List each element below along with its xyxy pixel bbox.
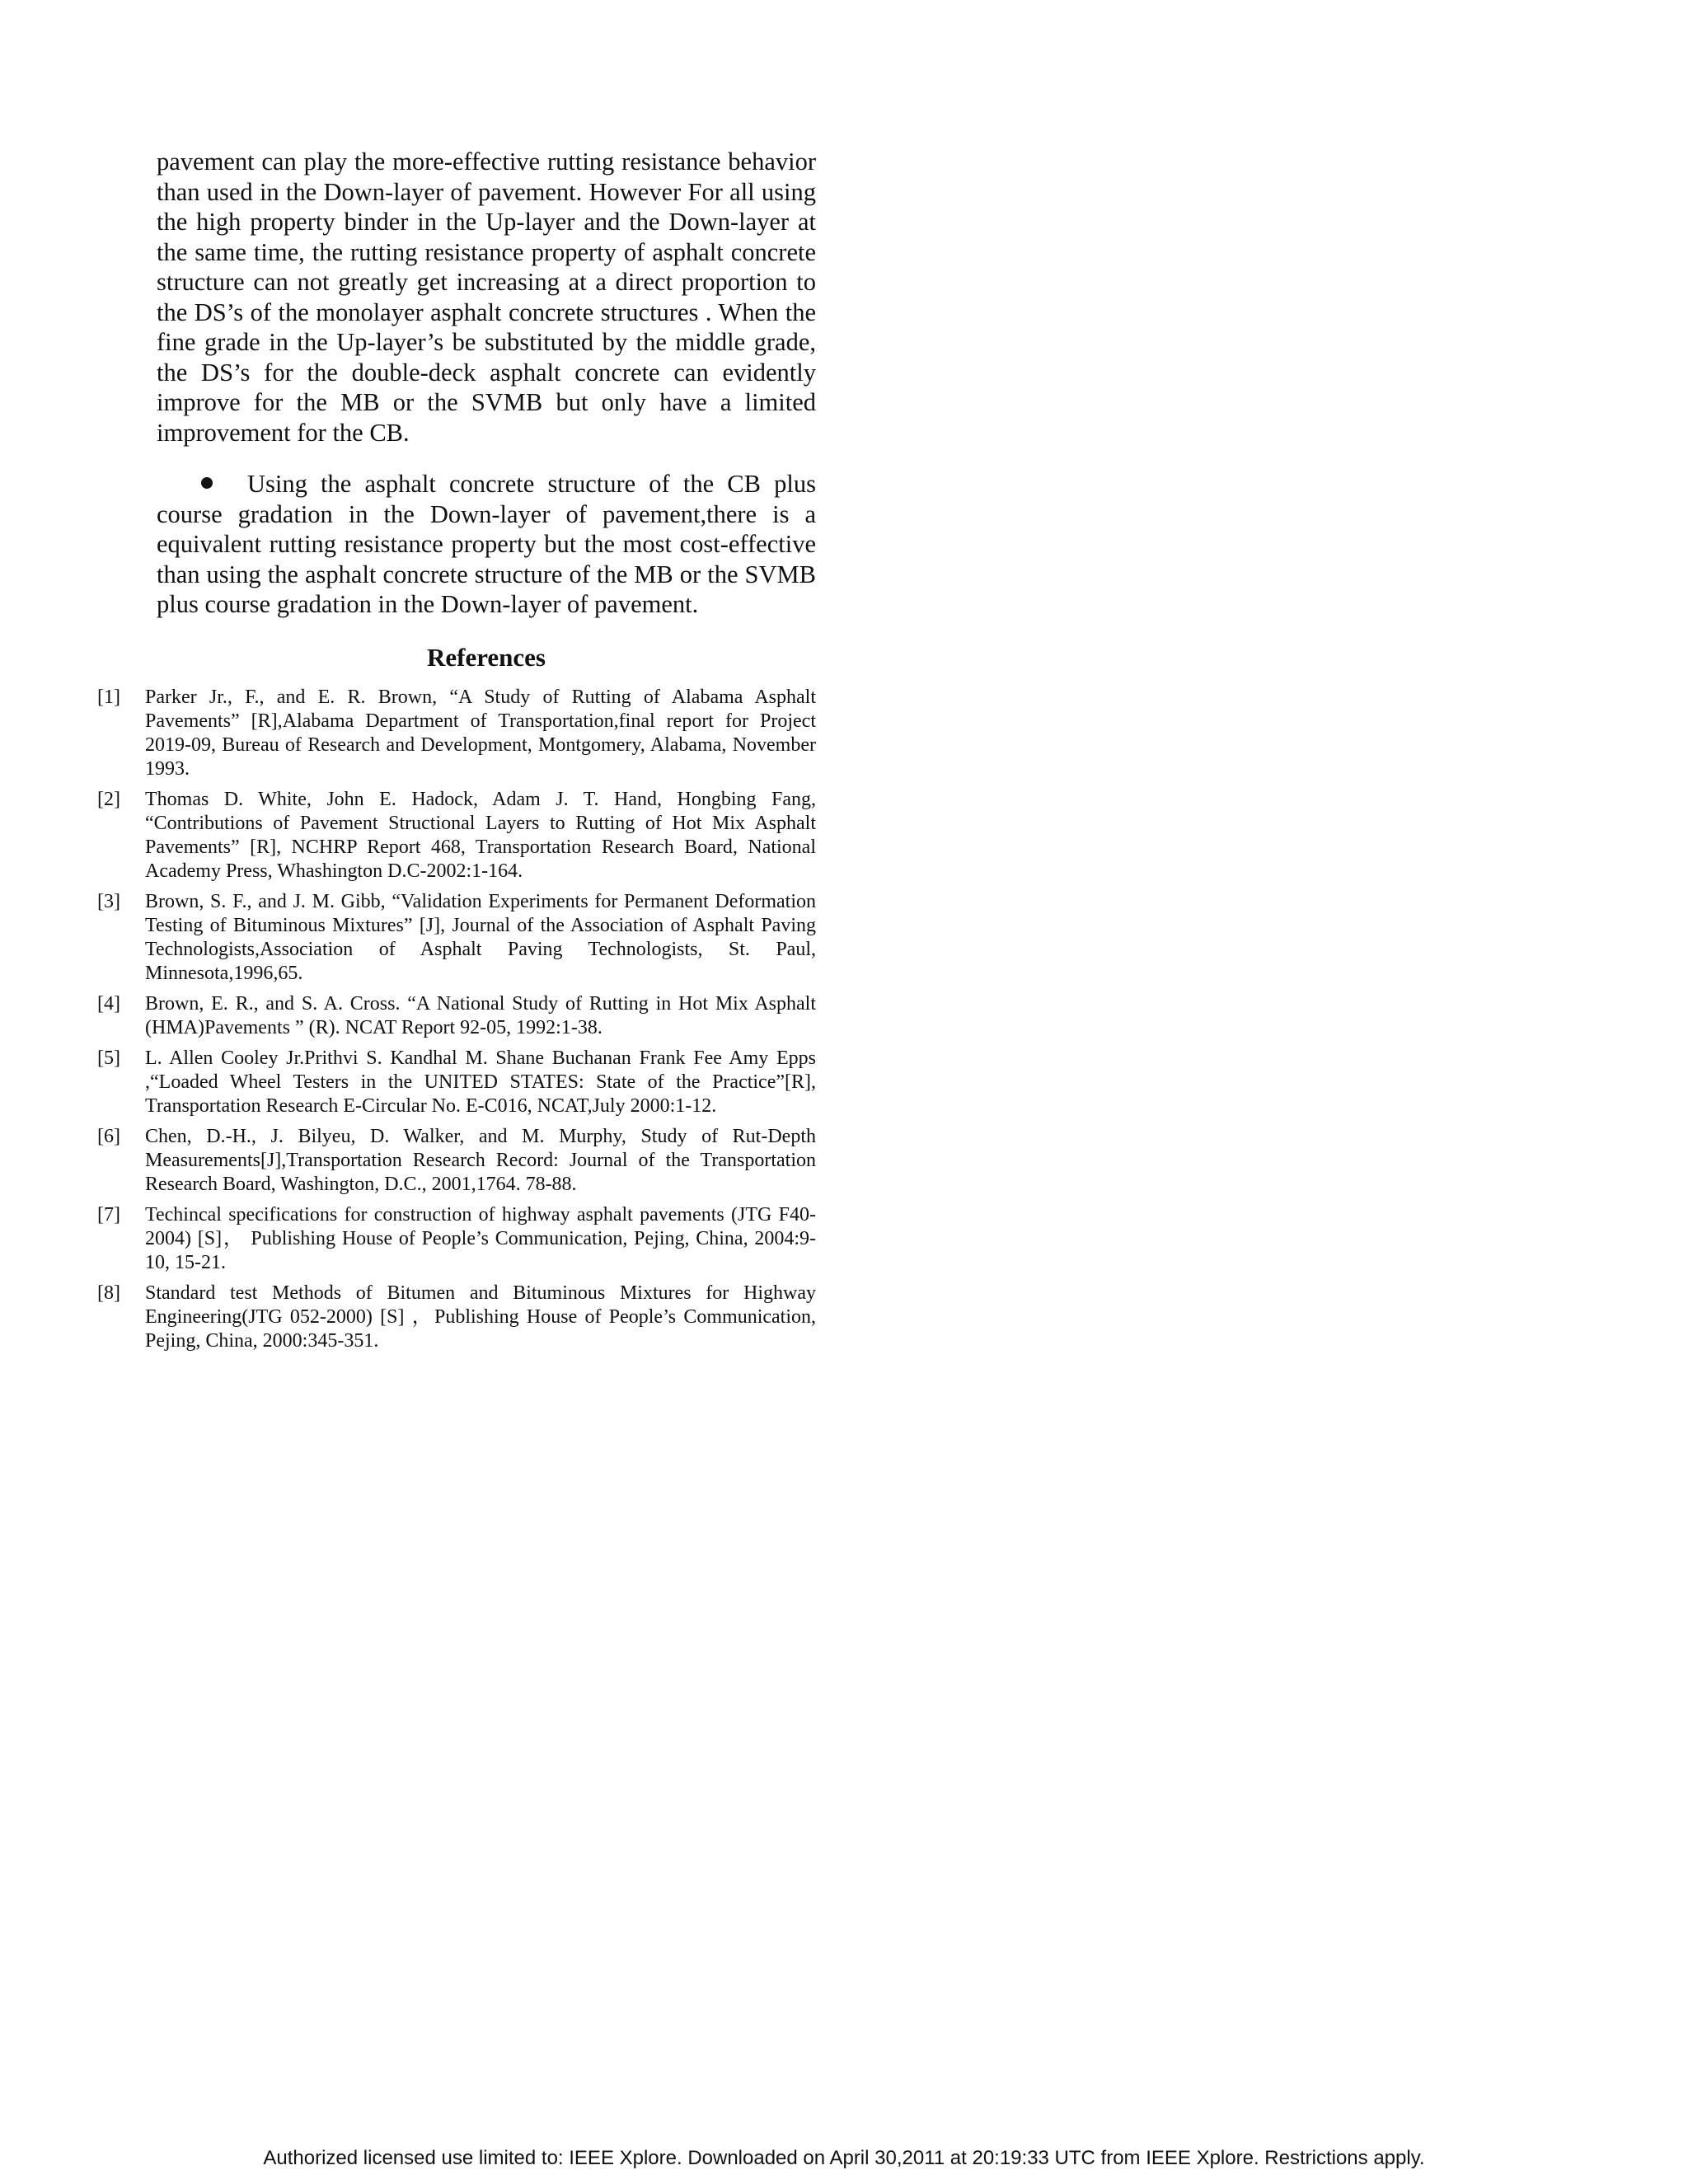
- license-footer: Authorized licensed use limited to: IEEE Xplore. Downloaded on April 30,2011 at 20:19:33 UTC from IEEE Xplore. Restrictions apply.: [263, 2147, 1425, 2169]
- reference-item: [97, 686, 816, 781]
- reference-text: Brown, E. R., and S. A. Cross. “A National Study of Rutting in Hot Mix Asphalt (HMA)Pavements ” (R). NCAT Report 92-05, 1992:1-38.: [145, 993, 816, 1038]
- reference-number: [4]: [97, 993, 120, 1015]
- reference-text: Parker Jr., F., and E. R. Brown, “A Study of Rutting of Alabama Asphalt Pavements” [R],Alabama Department of Transportation,final report for Project 2019-09, Bureau of Research and Development, Montgomery, Alabama, November 1993.: [145, 687, 816, 780]
- reference-text: Chen, D.-H., J. Bilyeu, D. Walker, and M. Murphy, Study of Rut-Depth Measurements[J],Transportation Research Record: Journal of the Transportation Research Board, Washington, D.C., 2001,1764. 78-88.: [145, 1126, 816, 1195]
- reference-number: [3]: [97, 891, 120, 912]
- body-column: [157, 147, 816, 686]
- reference-item: [97, 992, 816, 1040]
- references-list: [97, 686, 816, 1360]
- reference-number: [5]: [97, 1047, 120, 1069]
- reference-item: [97, 1125, 816, 1197]
- bullet-text: Using the asphalt concrete structure of the CB plus course gradation in the Down-layer of pavement,there is a equivalent rutting resistance property but the most cost-effective than using the asphalt concrete structure of the MB or the SVMB plus course gradation in the Down-layer of pavement.: [157, 470, 816, 618]
- bullet-item: [157, 469, 816, 620]
- reference-item: [97, 1203, 816, 1275]
- reference-number: [2]: [97, 789, 120, 810]
- reference-text: Techincal specifications for construction of highway asphalt pavements (JTG F40-2004) [S]， Publishing House of People’s Communication, Pejing, China, 2004:9-10, 15-21.: [145, 1204, 816, 1273]
- reference-text: Thomas D. White, John E. Hadock, Adam J. T. Hand, Hongbing Fang, “Contributions of Pavement Structional Layers to Rutting of Hot Mix Asphalt Pavements” [R], NCHRP Report 468, Transportation Research Board, National Academy Press, Whashington D.C-2002:1-164.: [145, 789, 816, 882]
- reference-number: [8]: [97, 1282, 120, 1304]
- reference-text: Standard test Methods of Bitumen and Bituminous Mixtures for Highway Engineering(JTG 052-2000) [S] ，Publishing House of People’s Communication, Pejing, China, 2000:345-351.: [145, 1282, 816, 1352]
- reference-item: [97, 1047, 816, 1118]
- reference-number: [6]: [97, 1126, 120, 1147]
- reference-text: L. Allen Cooley Jr.Prithvi S. Kandhal M. Shane Buchanan Frank Fee Amy Epps ,“Loaded Wheel Testers in the UNITED STATES: State of the Practice”[R], Transportation Research E-Circular No. E-C016, NCAT,July 2000:1-12.: [145, 1047, 816, 1117]
- reference-number: [1]: [97, 687, 120, 708]
- reference-item: [97, 788, 816, 883]
- reference-text: Brown, S. F., and J. M. Gibb, “Validation Experiments for Permanent Deformation Testing of Bituminous Mixtures” [J], Journal of the Association of Asphalt Paving Technologists,Association of Asphalt Paving Technologists, St. Paul, Minnesota,1996,65.: [145, 891, 816, 984]
- references-heading: References: [426, 642, 546, 672]
- body-paragraph: pavement can play the more-effective rutting resistance behavior than used in the Down-layer of pavement. However For all using the high property binder in the Up-layer and the Down-layer at the same time, the rutting resistance property of asphalt concrete structure can not greatly get increasing at a direct proportion to the DS’s of the monolayer asphalt concrete structures . When the fine grade in the Up-layer’s be substituted by the middle grade, the DS’s for the double-deck asphalt concrete can evidently improve for the MB or the SVMB but only have a limited improvement for the CB.: [157, 148, 816, 447]
- reference-number: [7]: [97, 1204, 120, 1226]
- reference-item: [97, 890, 816, 986]
- bullet-icon: [201, 477, 213, 489]
- reference-item: [97, 1282, 816, 1353]
